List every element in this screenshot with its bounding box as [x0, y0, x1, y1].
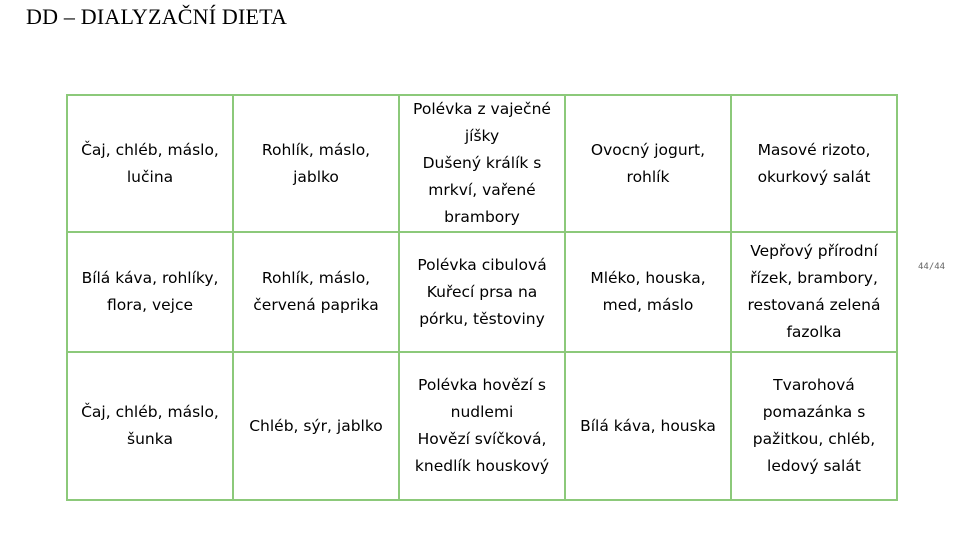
cell-line: pórku, těstoviny — [419, 309, 545, 328]
cell-line: Polévka hovězí s — [418, 376, 546, 394]
diet-table — [66, 94, 898, 501]
table-row — [67, 232, 897, 352]
table-cell — [565, 232, 731, 352]
cell-line: červená paprika — [253, 296, 379, 314]
cell-line: med, máslo — [602, 296, 694, 314]
cell-line: restovaná zelená — [747, 296, 881, 314]
table-cell — [233, 232, 399, 352]
cell-line: Tvarohová — [773, 376, 855, 394]
cell-line: lučina — [126, 167, 174, 186]
table-cell — [731, 232, 897, 352]
cell-line: okurkový salát — [757, 167, 871, 186]
cell-line: Kuřecí prsa na — [426, 282, 538, 301]
page-title: DD – DIALYZAČNÍ DIETA — [26, 4, 288, 29]
cell-line: jíšky — [464, 127, 500, 145]
table-cell — [565, 352, 731, 500]
cell-line: rohlík — [626, 167, 670, 186]
table-cell — [565, 95, 731, 232]
table-cell — [399, 352, 565, 500]
cell-line: Dušený králík s — [422, 154, 542, 172]
page-number: 44/44 — [918, 262, 946, 272]
cell-line: Čaj, chléb, máslo, — [81, 403, 219, 421]
cell-line: Čaj, chléb, máslo, — [81, 140, 219, 159]
table-cell — [731, 352, 897, 500]
cell-line: Polévka cibulová — [417, 255, 547, 274]
cell-line: pažitkou, chléb, — [752, 430, 876, 448]
cell-line: mrkví, vařené — [428, 181, 536, 199]
diet-table-body — [67, 95, 897, 500]
cell-line: flora, vejce — [106, 296, 194, 314]
cell-line: Bílá káva, rohlíky, — [81, 269, 219, 287]
cell-line: Bílá káva, houska — [580, 416, 716, 435]
table-cell — [731, 95, 897, 232]
table-cell — [67, 95, 233, 232]
table-cell — [233, 95, 399, 232]
cell-line: Vepřový přírodní — [750, 242, 878, 260]
cell-line: Rohlík, máslo, — [261, 140, 371, 159]
cell-line: řízek, brambory, — [750, 269, 878, 287]
cell-line: Chléb, sýr, jablko — [249, 416, 383, 435]
table-row — [67, 95, 897, 232]
cell-line: nudlemi — [450, 403, 514, 421]
cell-line: fazolka — [786, 323, 842, 341]
cell-line: šunka — [127, 430, 173, 448]
cell-line: ledový salát — [767, 457, 861, 475]
table-cell — [399, 95, 565, 232]
table-cell — [399, 232, 565, 352]
cell-line: brambory — [444, 208, 520, 226]
cell-line: Polévka z vaječné — [413, 100, 551, 118]
cell-line: Mléko, houska, — [590, 269, 706, 287]
table-cell — [67, 352, 233, 500]
cell-line: knedlík houskový — [414, 457, 550, 475]
cell-line: Rohlík, máslo, — [261, 269, 371, 287]
cell-line: Hovězí svíčková, — [417, 430, 547, 448]
table-cell — [67, 232, 233, 352]
table-cell — [233, 352, 399, 500]
cell-line: jablko — [293, 167, 339, 186]
table-row — [67, 352, 897, 500]
cell-line: pomazánka s — [762, 403, 866, 421]
cell-line: Masové rizoto, — [757, 140, 871, 159]
cell-line: Ovocný jogurt, — [590, 140, 706, 159]
